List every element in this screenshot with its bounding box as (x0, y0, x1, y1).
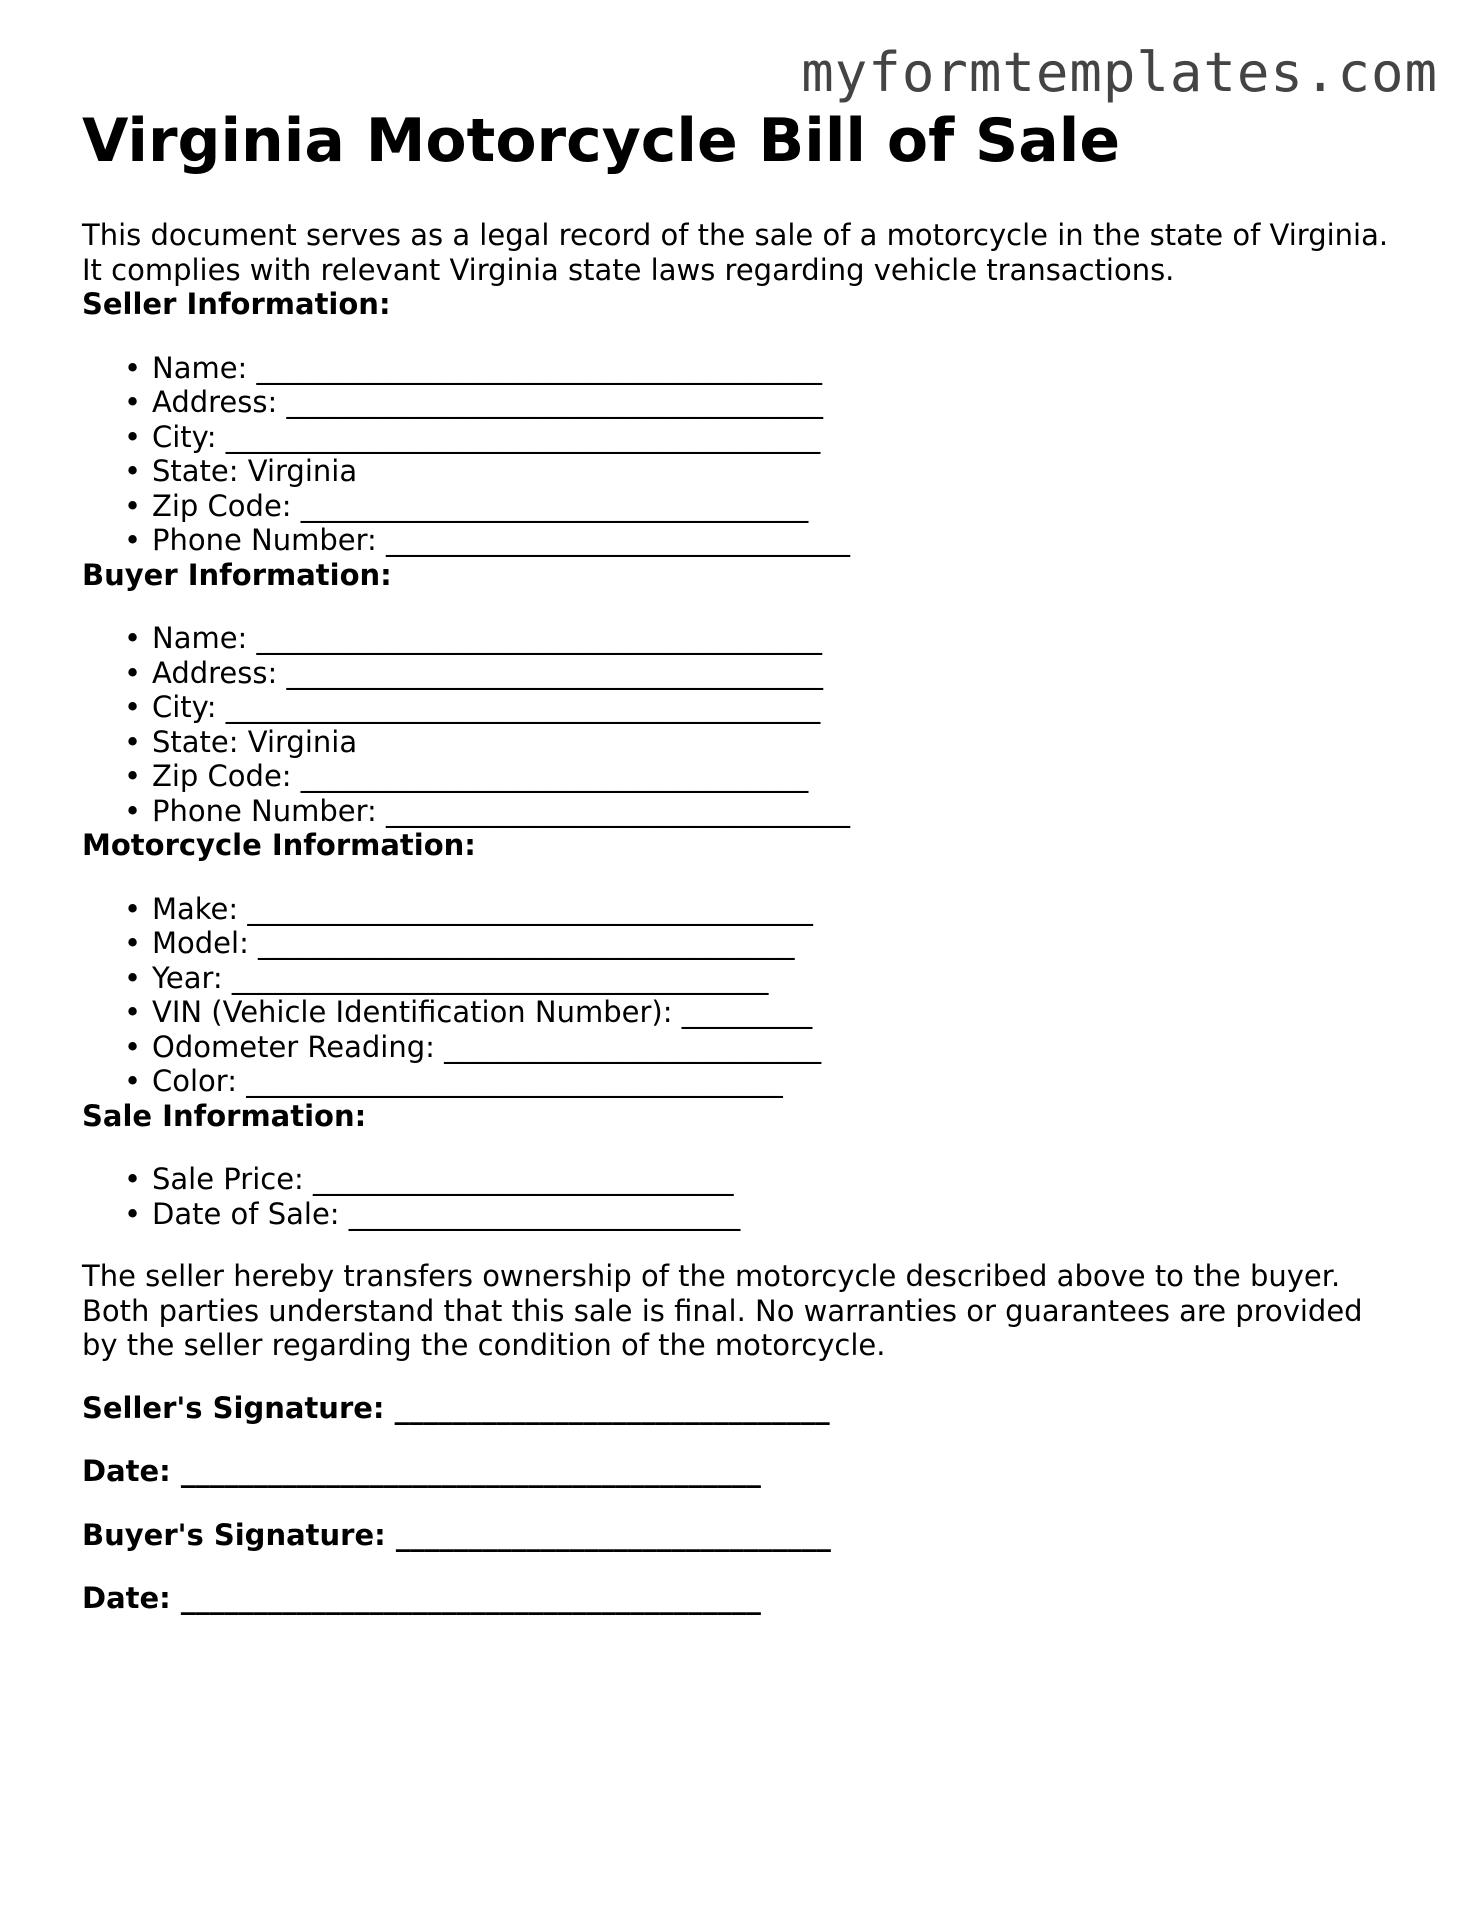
field-text: City: _________________________________________ (152, 690, 821, 724)
bullet: • (124, 793, 142, 828)
field-text: VIN (Vehicle Identification Number): _________ (152, 995, 813, 1029)
buyer-field-state (124, 724, 1422, 760)
buyer-field-zip (124, 759, 1422, 794)
transfer-statement: The seller hereby transfers ownership of the motorcycle described above to the buyer. Both parties understand that this sale is final. No warranties or guarantees are provided by the seller regarding the condition of the motorcycle. (82, 1259, 1363, 1362)
field-text: Make: _______________________________________ (152, 891, 813, 926)
bullet: • (124, 1029, 142, 1064)
field-text: Color: _____________________________________ (152, 1064, 783, 1098)
field-text: Zip Code: ___________________________________ (152, 759, 809, 793)
document-body (82, 108, 1422, 1616)
bullet: • (124, 621, 142, 655)
field-text: Date of Sale: ___________________________ (152, 1196, 741, 1231)
watermark: myformtemplates.com (801, 41, 1438, 104)
bullet: • (124, 724, 142, 759)
field-text: Zip Code: ___________________________________ (152, 488, 809, 523)
seller-field-list (82, 351, 1422, 558)
bullet: • (124, 385, 142, 419)
buyer-field-name (124, 621, 1422, 656)
field-text: Name: _______________________________________ (152, 350, 823, 385)
field-text: Address: _____________________________________ (152, 655, 823, 690)
buyer-section-heading: Buyer Information: (82, 557, 392, 592)
motorcycle-field-model (124, 926, 1422, 961)
seller-signature-line: Seller's Signature: ______________________________ (82, 1390, 830, 1425)
field-text: Sale Price: _____________________________ (152, 1162, 734, 1196)
buyer-field-address (124, 655, 1422, 691)
field-text: City: _________________________________________ (152, 419, 821, 454)
bullet: • (124, 1064, 142, 1098)
seller-field-zip (124, 488, 1422, 524)
motorcycle-field-year (124, 960, 1422, 996)
sale-field-list (82, 1162, 1422, 1231)
motorcycle-field-make (124, 891, 1422, 927)
bullet: • (124, 759, 142, 793)
motorcycle-section-heading: Motorcycle Information: (82, 828, 476, 862)
seller-field-city (124, 419, 1422, 455)
buyer-field-list (82, 621, 1422, 828)
buyer-field-city (124, 690, 1422, 725)
field-text: Year: _____________________________________ (152, 960, 769, 995)
buyer-field-phone (124, 793, 1422, 829)
field-text: Name: _______________________________________ (152, 621, 823, 655)
motorcycle-field-color (124, 1064, 1422, 1099)
sale-field-date (124, 1196, 1422, 1232)
seller-field-phone (124, 523, 1422, 558)
field-text: Phone Number: ________________________________ (152, 793, 851, 828)
bullet: • (124, 655, 142, 690)
field-text: Phone Number: ________________________________ (152, 523, 851, 557)
bullet: • (124, 995, 142, 1029)
seller-date-line: Date: ________________________________________ (82, 1454, 761, 1488)
field-text: Model: _____________________________________ (152, 926, 795, 960)
motorcycle-field-vin (124, 995, 1422, 1030)
bullet: • (124, 523, 142, 557)
sale-field-price (124, 1162, 1422, 1197)
bullet: • (124, 690, 142, 724)
seller-field-address (124, 385, 1422, 420)
intro-paragraph: This document serves as a legal record of the sale of a motorcycle in the state of Virginia. It complies with relevant Virginia state laws regarding vehicle transactions. (82, 218, 1389, 287)
seller-section-heading: Seller Information: (82, 287, 391, 321)
seller-field-state (124, 454, 1422, 489)
document-title: Virginia Motorcycle Bill of Sale (82, 106, 1121, 176)
field-text: Odometer Reading: __________________________ (152, 1029, 822, 1064)
bullet: • (124, 419, 142, 454)
bullet: • (124, 926, 142, 960)
field-text: State: Virginia (152, 724, 358, 759)
sale-section-heading: Sale Information: (82, 1098, 367, 1133)
bullet: • (124, 488, 142, 523)
field-text: Address: _____________________________________ (152, 385, 823, 419)
bullet: • (124, 960, 142, 995)
bullet: • (124, 350, 142, 385)
motorcycle-field-odometer (124, 1029, 1422, 1065)
buyer-signature-line: Buyer's Signature: ______________________________ (82, 1517, 831, 1552)
bullet: • (124, 891, 142, 926)
field-text: State: Virginia (152, 454, 358, 488)
motorcycle-field-list (82, 892, 1422, 1099)
bullet: • (124, 1196, 142, 1231)
bullet: • (124, 454, 142, 488)
seller-field-name (124, 350, 1422, 386)
buyer-date-line: Date: ________________________________________ (82, 1581, 761, 1615)
bullet: • (124, 1162, 142, 1196)
